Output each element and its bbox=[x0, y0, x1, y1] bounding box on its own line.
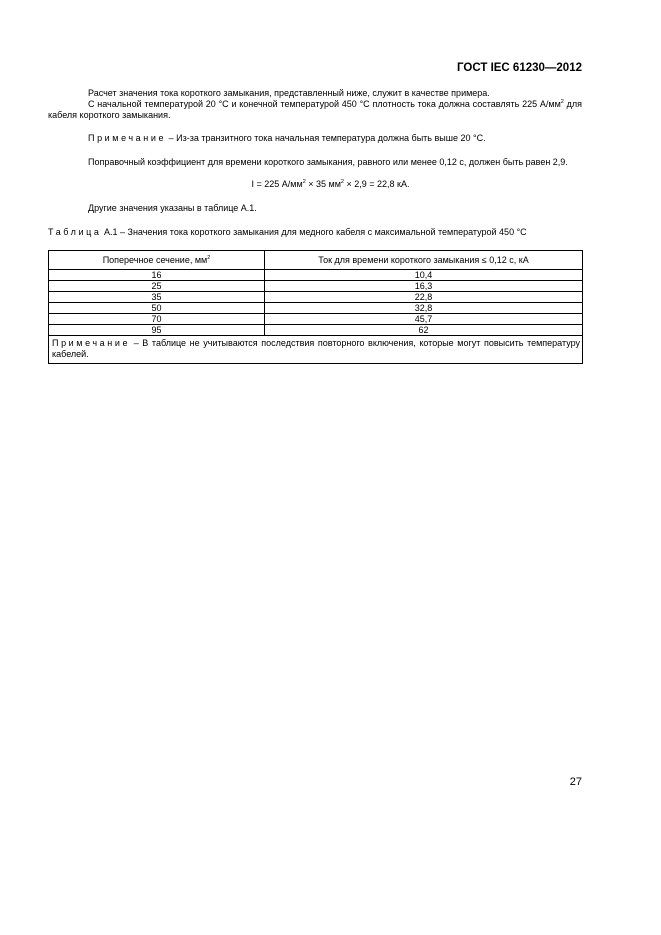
formula-part: I = 225 А/мм bbox=[251, 179, 303, 189]
superscript: 2 bbox=[207, 255, 211, 261]
cell-section: 35 bbox=[49, 292, 265, 303]
table-row bbox=[49, 303, 583, 314]
superscript: 2 bbox=[560, 99, 564, 105]
table-note-row bbox=[49, 336, 583, 364]
paragraph-table-reference bbox=[48, 203, 582, 214]
table-row bbox=[49, 281, 583, 292]
paragraph-correction-factor bbox=[48, 157, 582, 168]
short-circuit-current-table bbox=[48, 250, 583, 364]
cell-section: 25 bbox=[49, 281, 265, 292]
note-label: Примечание bbox=[88, 133, 167, 143]
note-text: – Из-за транзитного тока начальная температура должна быть выше 20 °С. bbox=[166, 133, 486, 143]
table-row bbox=[49, 270, 583, 281]
paragraph-text: Поправочный коэффициент для времени короткого замыкания, равного или менее 0,12 с, должен быть равен 2,9. bbox=[88, 157, 568, 167]
formula-part: × 35 мм bbox=[305, 179, 341, 189]
header-text: Поперечное сечение, мм bbox=[102, 255, 208, 265]
cell-section: 95 bbox=[49, 325, 265, 336]
paragraph-text: С начальной температурой 20 °С и конечной температурой 450 °С плотность тока должна составлять 225 А/мм bbox=[88, 99, 561, 109]
superscript: 2 bbox=[340, 179, 344, 185]
cell-current: 10,4 bbox=[265, 270, 583, 281]
note-initial-temperature bbox=[48, 133, 582, 144]
table-row bbox=[49, 325, 583, 336]
page-number: 27 bbox=[569, 776, 582, 788]
cell-current: 45,7 bbox=[265, 314, 583, 325]
document-header: ГОСТ IEC 61230—2012 bbox=[457, 62, 582, 74]
paragraph-text: Другие значения указаны в таблице А.1. bbox=[88, 203, 257, 213]
cell-current: 16,3 bbox=[265, 281, 583, 292]
column-header-current: Ток для времени короткого замыкания ≤ 0,12 с, кА bbox=[265, 251, 583, 270]
table-row bbox=[49, 292, 583, 303]
note-label: Примечание bbox=[52, 338, 131, 348]
paragraph-text: Расчет значения тока короткого замыкания, представленный ниже, служит в качестве примера. bbox=[88, 88, 490, 98]
paragraph-text: для кабеля короткого замыкания. bbox=[48, 99, 582, 120]
formula-part: × 2,9 = 22,8 кА. bbox=[343, 179, 410, 189]
formula bbox=[0, 179, 661, 189]
caption-label: Таблица bbox=[48, 227, 102, 237]
cell-current: 62 bbox=[265, 325, 583, 336]
paragraph-example-intro bbox=[48, 88, 582, 99]
table-note bbox=[49, 336, 583, 364]
table-caption bbox=[48, 227, 582, 237]
superscript: 2 bbox=[302, 179, 306, 185]
table-header-row bbox=[49, 251, 583, 270]
table-row bbox=[49, 314, 583, 325]
cell-section: 50 bbox=[49, 303, 265, 314]
note-text: – В таблице не учитываются последствия повторного включения, которые могут повысить температуру кабелей. bbox=[52, 338, 580, 359]
paragraph-current-density bbox=[48, 99, 582, 121]
cell-section: 16 bbox=[49, 270, 265, 281]
caption-text: А.1 – Значения тока короткого замыкания для медного кабеля с максимальной температурой 450 °С bbox=[101, 227, 527, 237]
column-header-section bbox=[49, 251, 265, 270]
cell-section: 70 bbox=[49, 314, 265, 325]
cell-current: 22,8 bbox=[265, 292, 583, 303]
cell-current: 32,8 bbox=[265, 303, 583, 314]
